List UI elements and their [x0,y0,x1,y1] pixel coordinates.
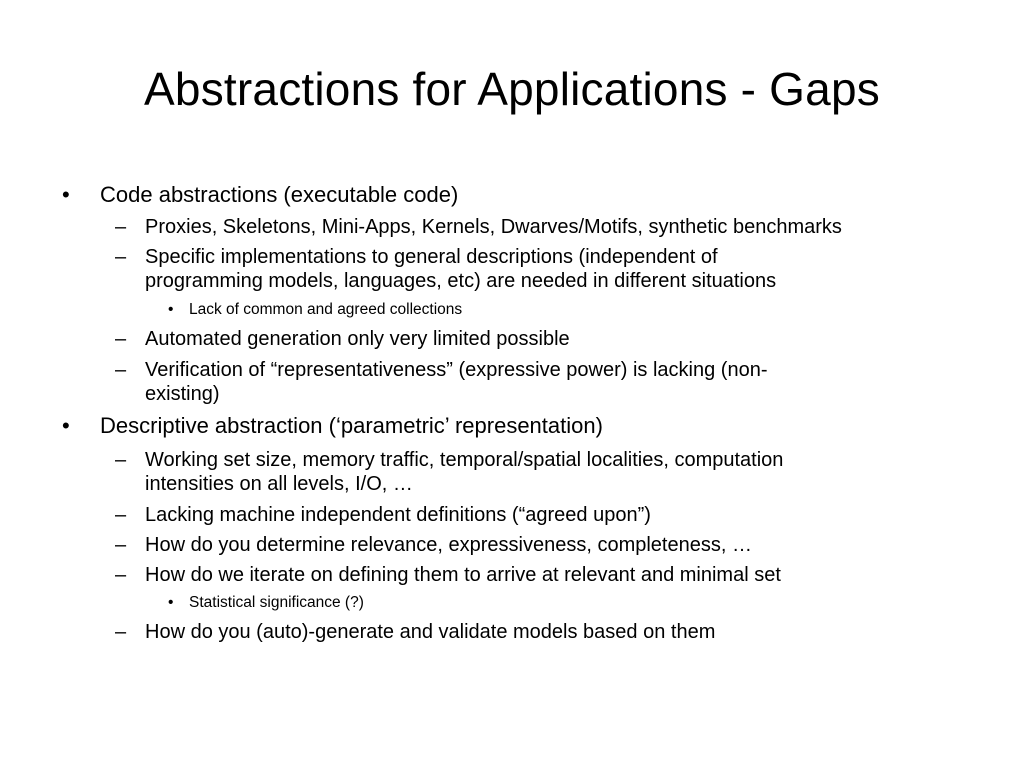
list-item-text: How do we iterate on defining them to arrive at relevant and minimal set [145,564,781,586]
dash-marker: – [115,246,127,268]
list-item-text: intensities on all levels, I/O, … [145,473,413,495]
dash-marker: – [115,449,127,471]
list-item [115,563,781,587]
list-item-text: How do you (auto)-generate and validate models based on them [145,621,716,643]
list-item-text: Lacking machine independent definitions (“agreed upon”) [145,504,651,526]
list-item-text: Automated generation only very limited possible [145,328,570,350]
list-item-continuation [145,269,776,293]
list-item-text: programming models, languages, etc) are needed in different situations [145,270,777,292]
list-item-continuation [145,472,413,496]
list-item-text: existing) [145,383,220,405]
dash-marker: – [115,534,127,556]
list-item-text: Descriptive abstraction (‘parametric’ representation) [100,413,603,438]
list-item-text: Proxies, Skeletons, Mini-Apps, Kernels, Dwarves/Motifs, synthetic benchmarks [145,216,842,238]
list-item-text: How do you determine relevance, expressiveness, completeness, … [145,534,752,556]
bullet-marker: • [62,182,70,207]
list-item-continuation [145,382,219,406]
list-item-text: Code abstractions (executable code) [100,182,459,207]
list-item [115,620,716,644]
list-item-text: Verification of “representativeness” (expressive power) is lacking (non- [145,359,768,381]
dash-marker: – [115,328,127,350]
bullet-marker: • [62,413,70,438]
list-item [168,300,463,319]
list-item [115,215,842,239]
list-item-text: Working set size, memory traffic, temporal/spatial localities, computation [145,449,784,471]
dash-marker: – [115,359,127,381]
list-item [62,182,459,208]
list-item [115,245,718,269]
list-item [115,533,752,557]
list-item-text: Specific implementations to general descriptions (independent of [145,246,718,268]
list-item [168,593,364,612]
slide-title: Abstractions for Applications - Gaps [144,63,880,115]
list-item [115,503,651,527]
list-item [115,448,784,472]
list-item-text: Statistical significance (?) [189,594,364,611]
dash-marker: – [115,621,127,643]
dash-marker: – [115,504,127,526]
bullet-marker: • [168,594,174,611]
dash-marker: – [115,564,127,586]
list-item [62,413,603,439]
list-item [115,327,570,351]
bullet-marker: • [168,301,174,318]
dash-marker: – [115,216,127,238]
list-item-text: Lack of common and agreed collections [189,301,463,318]
list-item [115,358,768,382]
